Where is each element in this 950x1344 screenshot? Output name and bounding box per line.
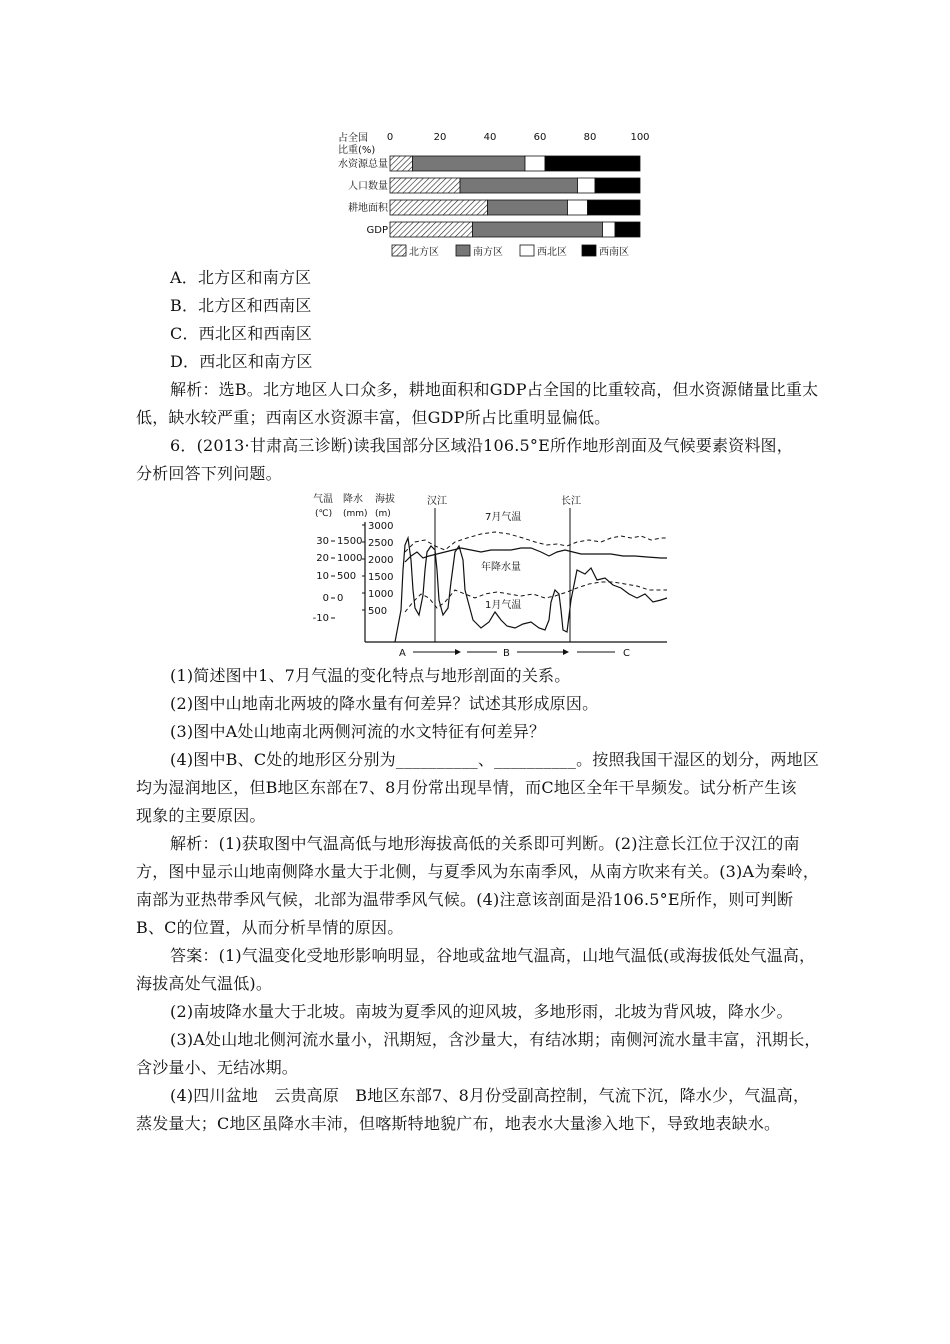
chart1-xtick-label: 40 [483,132,497,143]
analysis-6-line3: 南部为亚热带季风气候，北部为温带季风气候。(4)注意该剖面是沿106.5°E所作，则可判断 [136,890,794,909]
chart1-bar-segment-2 [413,156,526,171]
answer-3-line2: 含沙量小、无结冰期。 [136,1058,299,1077]
region-arrowhead-a [455,649,461,655]
chart1-bar-segment-4 [615,222,640,237]
subquestion-3: (3)图中A处山地南北两侧河流的水文特征有何差异？ [170,722,546,741]
precip-axis-title: 降水 [343,494,363,505]
temp-axis-unit: (℃) [315,509,333,519]
elev-tick-label: 500 [368,606,388,617]
chart1-category-label: 水资源总量 [338,159,388,170]
chart1-legend-label: 西南区 [599,247,629,258]
question-6-line1: 6．(2013·甘肃高三诊断)读我国部分区域沿106.5°E所作地形剖面及气候要素资料图， [170,436,793,455]
precip-tick-label: 500 [337,571,357,582]
chart1-bar-segment-1 [390,200,488,215]
subquestion-4-line1: (4)图中B、C处的地形区分别为__________、__________。按照我国干湿区的划分，两地区 [170,750,820,769]
chart1-bar-segment-3 [568,200,588,215]
chart1-xtick-label: 80 [583,132,597,143]
elev-axis-title: 海拔 [375,494,395,505]
option-a: A．北方区和南方区 [170,268,312,287]
elev-tick-label: 1500 [368,572,394,583]
january-temp-line [405,582,667,612]
temp-tick-label: 20 [316,553,329,564]
temp-axis-title: 气温 [313,494,333,505]
chart1-bar-segment-2 [488,200,568,215]
chart1-bar-segment-1 [390,156,413,171]
chart1-legend-swatch [582,245,596,256]
july-temp-line [405,532,667,552]
region-arrowhead-b [563,649,569,655]
chart1-bar-segment-2 [460,178,578,193]
region-label-c: C [623,648,630,659]
analysis-6-line4: B、C的位置，从而分析旱情的原因。 [136,918,404,937]
subquestion-2: (2)图中山地南北两坡的降水量有何差异？试述其形成原因。 [170,694,599,713]
hanjiang-label: 汉江 [427,496,447,507]
precip-axis-unit: (mm) [343,509,368,519]
elev-tick-label: 2000 [368,555,394,566]
chart1-bar-segment-2 [473,222,603,237]
answer-1-line1: 答案：(1)气温变化受地形影响明显，谷地或盆地气温高，山地气温低(或海拔低处气温高， [170,946,816,965]
chart1-xtick-label: 0 [386,132,394,143]
elev-axis-unit: (m) [375,509,391,519]
terrain-profile-line [395,538,667,642]
chart1-bar-segment-3 [578,178,596,193]
answer-3-line1: (3)A处山地北侧河流水量小，汛期短，含沙量大，有结冰期；南侧河流水量丰富，汛期长， [170,1030,821,1049]
changjiang-label: 长江 [561,496,581,507]
precip-tick-label: 0 [337,593,344,604]
option-d: D．西北区和南方区 [170,352,313,371]
chart1-bar-segment-3 [603,222,616,237]
chart1-legend-label: 北方区 [409,247,439,258]
subquestion-4-line2: 均为湿润地区，但B地区东部在7、8月份常出现旱情，而C地区全年干旱频发。试分析产生该 [136,778,797,797]
elev-tick-label: 1000 [368,589,394,600]
chart1-bar-segment-4 [595,178,640,193]
chart1-category-label: GDP [366,225,388,236]
terrain-climate-profile-chart [305,490,677,660]
region-label-b: B [503,648,510,659]
answer-2: (2)南坡降水量大于北坡。南坡为夏季风的迎风坡，多地形雨，北坡为背风坡，降水少。 [170,1002,793,1021]
chart1-bar-segment-4 [588,200,641,215]
answer-4-line1: (4)四川盆地 云贵高原 B地区东部7、8月份受副高控制，气流下沉，降水少，气温高， [170,1086,810,1105]
answer-4-line2: 蒸发量大；C地区虽降水丰沛，但喀斯特地貌广布，地表水大量渗入地下，导致地表缺水。 [136,1114,781,1133]
temp-tick-label: 30 [316,536,329,547]
temp-tick-label: -10 [312,613,329,624]
chart1-legend-swatch [392,245,406,256]
chart1-bar-segment-4 [545,156,640,171]
chart1-ylabel-line2: 比重(%) [338,145,376,156]
chart1-legend-label: 南方区 [473,247,503,258]
subquestion-1: (1)简述图中1、7月气温的变化特点与地形剖面的关系。 [170,666,571,685]
analysis-6-line2: 方，图中显示山地南侧降水量大于北侧，与夏季风为东南季风，从南方吹来有关。(3)A为秦岭， [136,862,820,881]
chart1-xtick-label: 100 [630,132,650,143]
question-6-line2: 分析回答下列问题。 [136,464,282,483]
chart1-xtick-label: 60 [533,132,547,143]
option-c: C．西北区和西南区 [170,324,313,343]
chart1-xtick-label: 20 [433,132,447,143]
chart1-legend-label: 西北区 [537,247,567,258]
elev-tick-label: 3000 [368,521,394,532]
chart1-legend-swatch [456,245,470,256]
chart1-category-label: 耕地面积 [348,203,388,214]
july-temp-label: 7月气温 [485,512,522,523]
temp-tick-label: 10 [316,571,329,582]
temp-tick-label: 0 [322,593,329,604]
chart1-bar-segment-3 [525,156,545,171]
precip-tick-label: 1500 [337,536,363,547]
region-label-a: A [399,648,406,659]
answer-1-line2: 海拔高处气温低)。 [136,974,273,993]
chart1-bar-segment-1 [390,222,473,237]
analysis-5-line2: 低，缺水较严重；西南区水资源丰富，但GDP所占比重明显偏低。 [136,408,611,427]
chart1-category-label: 人口数量 [348,181,388,192]
january-temp-label: 1月气温 [485,600,522,611]
analysis-5-line1: 解析：选B。北方地区人口众多，耕地面积和GDP占全国的比重较高，但水资源储量比重太 [170,380,819,399]
chart1-legend-swatch [520,245,534,256]
subquestion-4-line3: 现象的主要原因。 [136,806,266,825]
precip-tick-label: 1000 [337,553,363,564]
analysis-6-line1: 解析：(1)获取图中气温高低与地形海拔高低的关系即可判断。(2)注意长江位于汉江的南 [170,834,800,853]
option-b: B．北方区和西南区 [170,296,312,315]
resource-share-bar-chart [330,124,660,264]
elev-tick-label: 2500 [368,538,394,549]
annual-precip-line [405,548,667,562]
chart1-ylabel-line1: 占全国 [338,133,368,144]
chart1-bar-segment-1 [390,178,460,193]
annual-precip-label: 年降水量 [481,562,521,573]
